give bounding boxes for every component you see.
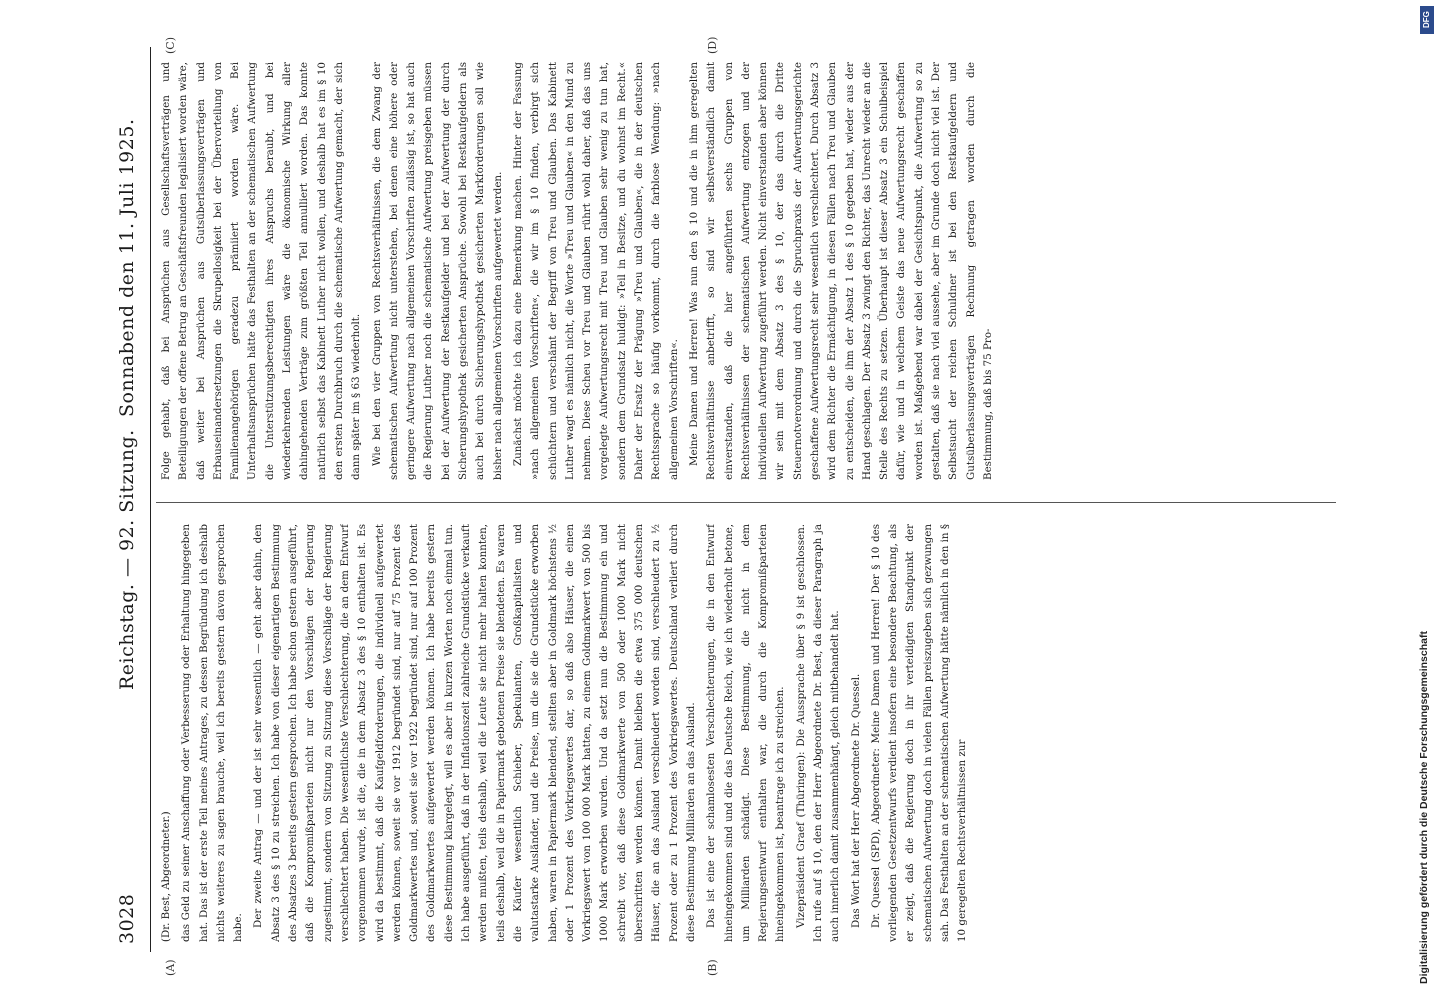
paragraph: Meine Damen und Herren! Was nun den § 10 und die in ihm geregelten Rechtsverhältnisse anbetrifft, so sind wir selbstverständlich damit einverstanden, daß die hier angeführten sechs Gruppen von Rechtsverhältnissen der schematischen Aufwertung entzogen und der individuellen Aufwertung zugeführt werden. Nicht einverstanden aber können wir sein mit dem Absatz 3 des § 10, der das durch die Dritte Steuernotverordnung und durch die Spruchpraxis der Aufwertungsgerichte geschaffene Aufwertungsrecht sehr wesentlich verschlechtert. Durch Absatz 3 wird dem Richter die Ermächtigung, in diesen Fällen nach Treu und Glauben zu entscheiden, die ihm der Absatz 1 des § 10 gegeben hat, wieder aus der Hand geschlagen. Der Absatz 3 zwingt den Richter, das Unrecht wieder an die Stelle des Rechts zu setzen. Überhaupt ist dieser Absatz 3 ein Schulbeispiel dafür, wie und in welchem Geiste das neue Aufwertungsrecht geschaffen worden ist. Maßgebend war dabei der Gesichtspunkt, die Aufwertung so zu gestalten, daß sie nach viel aussehe, aber im Grunde doch nicht viel ist. Der Selbstsucht der reichen Schuldner ist bei den Restkaufgeldern und Gutsüberlassungsverträgen Rechnung getragen worden durch die Bestimmung, daß bis 75 Pro- [687,62,994,480]
margin-mark-b: (B) [706,959,719,976]
paragraph: Vizepräsident Graef (Thüringen): Die Aussprache über § 9 ist geschlossen. Ich rufe auf § 10, den der Herr Abgeordnete Dr. Best, da dieser Paragraph ja auch innerlich damit zusammenhängt, gleich mitbehandelt hat. [794,524,842,942]
rotated-document-page [110,36,1345,976]
page-number: 3028 [116,893,138,944]
paragraph: Dr. Quessel (SPD), Abgeordneter: Meine Damen und Herren! Der § 10 des vorliegenden Gesetzentwurfs verdient insofern eine besondere Beachtung, als er zeigt, daß die Regierung doch in ihr verteidigten Standpunkt der schematischen Aufwertung doch in vielen Fällen preiszugeben sich gezwungen sah. Das Festhalten an der schematischen Aufwertung hätte nämlich in den in § 10 geregelten Rechtsverhältnissen zur [869,524,969,942]
session-date: Sonnabend den 11. Juli 1925. [116,118,138,417]
paragraph: Zunächst möchte ich dazu eine Bemerkung machen. Hinter der Fassung »nach allgemeinen Vorschriften«, die wir im § 10 finden, verbirgt sich schüchtern und verschämt der Begriff von Treu und Glauben. Das Kabinett Luther wagt es nämlich nicht, die Worte »Treu und Glauben« in den Mund zu nehmen. Diese Scheu vor Treu und Glauben rührt wohl daher, daß das uns vorgelegte Aufwertungsrecht mit Treu und Glauben sehr wenig zu tun hat, sondern dem Grundsatz huldigt: »Teil in Besitze, und du wohnst im Recht.« Daher der Ersatz der Prägung »Treu und Glauben«, die in der deutschen Rechtssprache so häufig vorkommt, durch die farblose Wendung: »nach allgemeinen Vorschriften«. [511,62,680,480]
session-title: Reichstag. — 92. Sitzung. [116,429,138,690]
digitization-note: Digitalisierung gefördert durch die Deutsche Forschungsgemeinschaft [1418,631,1430,984]
paragraph: Das Wort hat der Herr Abgeordnete Dr. Quessel. [849,673,862,928]
paragraph: Das ist eine der schamlosesten Verschlechterungen, die in den Entwurf hineingekommen sind und die das Deutsche Reich, wie ich wiederholt betone, um Milliarden schädigt. Diese Bestimmung, die nicht in dem Regierungsentwurf enthalten war, die durch die Kompromißparteien hineingekommen ist, beantrage ich zu streichen. [705,524,787,942]
margin-mark-d: (D) [706,36,719,54]
column-divider [156,502,1336,503]
paragraph: Folge gehabt, daß bei Ansprüchen aus Gesellschaftsverträgen und Beteiligungen der offene Betrug an Geschäftsfreunden legalisiert worden wäre, daß weiter bei Ansprüchen aus Gutsüberlassungsverträgen und Erbauseinandersetzungen die Skrupellosigkeit bei der Übervorteilung von Familienangehörigen geradezu prämiiert worden wäre. Bei Unterhaltsansprüchen hätte das Festhalten an der schematischen Aufwertung die Unterstützungsberechtigten ihres Anspruchs beraubt, und bei wiederkehrenden Leistungen wäre die ökonomische Wirkung aller dahingehenden Verträge zum größten Teil annulliert worden. Das konnte natürlich selbst das Kabinett Luther nicht wollen, und deshalb hat es im § 10 den ersten Durchbruch durch die schematische Aufwertung gemacht, der sich dann später im § 63 wiederholt. [160,62,363,480]
speaker-reference: (Dr. Best, Abgeordneter.) [160,811,172,942]
paragraph: Der zweite Antrag — und der ist sehr wesentlich — geht aber dahin, den Absatz 3 des § 10 zu streichen. Ich habe von dieser eigenartigen Bestimmung des Absatzes 3 bereits gestern gesprochen. Ich habe schon gestern ausgeführt, daß die Kompromißparteien nicht nur den Vorschlägen der Regierung zugestimmt, sondern von Sitzung zu Sitzung diese Vorschläge der Regierung verschlechtert haben. Die wesentlichste Verschlechterung, die an dem Entwurf vorgenommen wurde, ist die, die in dem Absatz 3 des § 10 enthalten ist. Es wird da bestimmt, daß die Kaufgeldforderungen, die individuell aufgewertet werden können, soweit sie vor 1912 begründet sind, nur auf 75 Prozent des Goldmarkwertes und, soweit sie vor 1922 begründet sind, nur auf 100 Prozent des Goldmarkwertes aufgewertet werden können. Ich habe bereits gestern diese Bestimmung klargelegt, will es aber in kurzen Worten noch einmal tun. Ich habe ausgeführt, daß in der Inflationszeit zahlreiche Grundstücke verkauft werden mußten, teils deshalb, weil die Leute sie nicht mehr halten konnten, teils deshalb, weil die in Papiermark gebotenen Preise sie blendeten. Es waren die Käufer wesentlich Schieber, Spekulanten, Großkapitalisten und valutastarke Ausländer, und die Preise, um die sie die Grundstücke erworben haben, waren in Papiermark blendend, stellten aber in Goldmark höchstens ½ oder 1 Prozent des Vorkriegswertes dar, so daß also Häuser, die einen Vorkriegswert von 100 000 Mark hatten, zu einem Goldmarkwert von 500 bis 1000 Mark erworben wurden. Und da setzt nun die Bestimmung ein und schreibt vor, daß diese Goldmarkwerte von 500 oder 1000 Mark nicht überschritten werden können. Damit bleiben die etwa 375 000 deutschen Häuser, die an das Ausland verschleudert worden sind, verschleudert zu ½ Prozent oder zu 1 Prozent des Vorkriegswertes. Deutschland verliert durch diese Bestimmung Milliarden an das Ausland. [252,524,697,942]
margin-mark-a: (A) [164,959,177,976]
dfg-logo: DFG [1420,6,1434,34]
page-header [110,47,150,952]
paragraph: das Geld zu seiner Anschaffung oder Verbesserung oder Erhaltung hingegeben hat. Das ist der erste Teil meines Antrages, zu dessen Begründung ich deshalb nichts weiteres zu sagen brauche, weil ich bereits gestern davon gesprochen habe. [180,524,245,942]
margin-mark-c: (C) [164,37,177,54]
paragraph: Wie bei den vier Gruppen von Rechtsverhältnissen, die dem Zwang der schematischen Aufwertung nicht unterstehen, bei denen eine höhere oder geringere Aufwertung nach allgemeinen Vorschriften zulässig ist, so hat auch die Regierung Luther noch die schematische Aufwertung preisgeben müssen bei der Aufwertung der Restkaufgelder und bei der Aufwertung der durch Sicherungshypothek gesicherten Ansprüche. Sowohl bei Restkaufgeldern als auch bei durch Sicherungshypothek gesicherten Markforderungen soll wie bisher nach allgemeinen Vorschriften aufgewertet werden. [370,62,504,480]
left-column [158,524,1338,942]
header-rule [150,47,151,952]
right-column [158,62,1338,480]
